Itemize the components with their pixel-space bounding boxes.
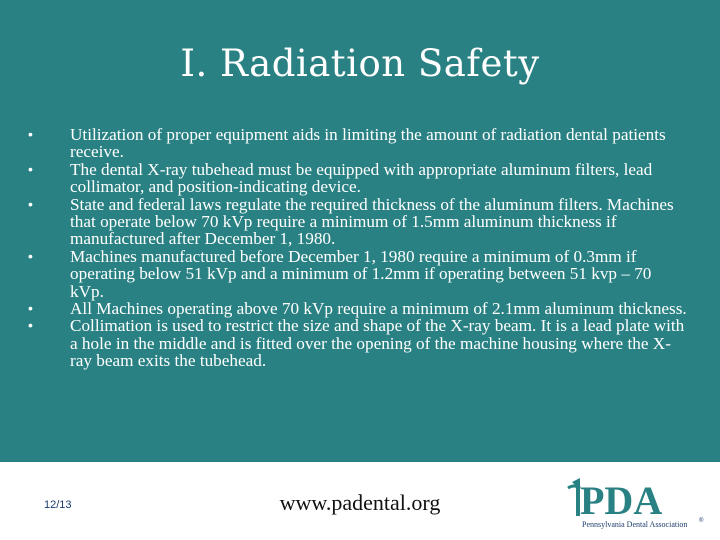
bullet-list xyxy=(28,126,688,370)
bullet-item xyxy=(28,300,688,317)
bullet-text: All Machines operating above 70 kVp require a minimum of 2.1mm aluminum thickness. xyxy=(70,299,687,319)
bullet-marker: • xyxy=(28,300,33,317)
slide-title: I. Radiation Safety xyxy=(180,42,540,85)
bullet-text: State and federal laws regulate the required thickness of the aluminum filters. Machines that operate below 70 kVp require a minimum of 1.5mm aluminum thickness if manufactured after December 1, 1980. xyxy=(70,194,674,249)
bullet-text: Machines manufactured before December 1, 1980 require a minimum of 0.3mm if operating below 51 kVp and a minimum of 1.2mm if operating between 51 kvp – 70 kVp. xyxy=(70,246,652,301)
logo-caption: Pennsylvania Dental Association xyxy=(582,520,688,529)
bullet-marker: • xyxy=(28,126,33,142)
bullet-marker: • xyxy=(28,317,33,334)
bullet-item xyxy=(28,317,688,369)
bullet-item xyxy=(28,196,688,248)
bullet-text: Collimation is used to restrict the size and shape of the X-ray beam. It is a lead plate with a hole in the middle and is fitted over the opening of the machine housing where the X-ray beam exits the tubehead. xyxy=(70,316,685,371)
pda-logo-graphic xyxy=(566,472,712,532)
bullet-item xyxy=(28,248,688,300)
logo-text: PDA xyxy=(580,478,663,523)
bullet-marker: • xyxy=(28,247,33,264)
bullet-item xyxy=(28,126,688,161)
bullet-item xyxy=(28,161,688,196)
bullet-text: The dental X-ray tubehead must be equipped with appropriate aluminum filters, lead collimator, and position-indicating device. xyxy=(70,159,653,197)
bullet-marker: • xyxy=(28,160,33,177)
bullet-marker: • xyxy=(28,195,33,212)
bullet-text: Utilization of proper equipment aids in limiting the amount of radiation dental patients receive. xyxy=(70,125,666,162)
footer-url[interactable]: www.padental.org xyxy=(279,490,441,515)
footer-date: 12/13 xyxy=(44,499,72,511)
svg-text:®: ® xyxy=(699,518,704,524)
pda-logo xyxy=(566,472,712,532)
